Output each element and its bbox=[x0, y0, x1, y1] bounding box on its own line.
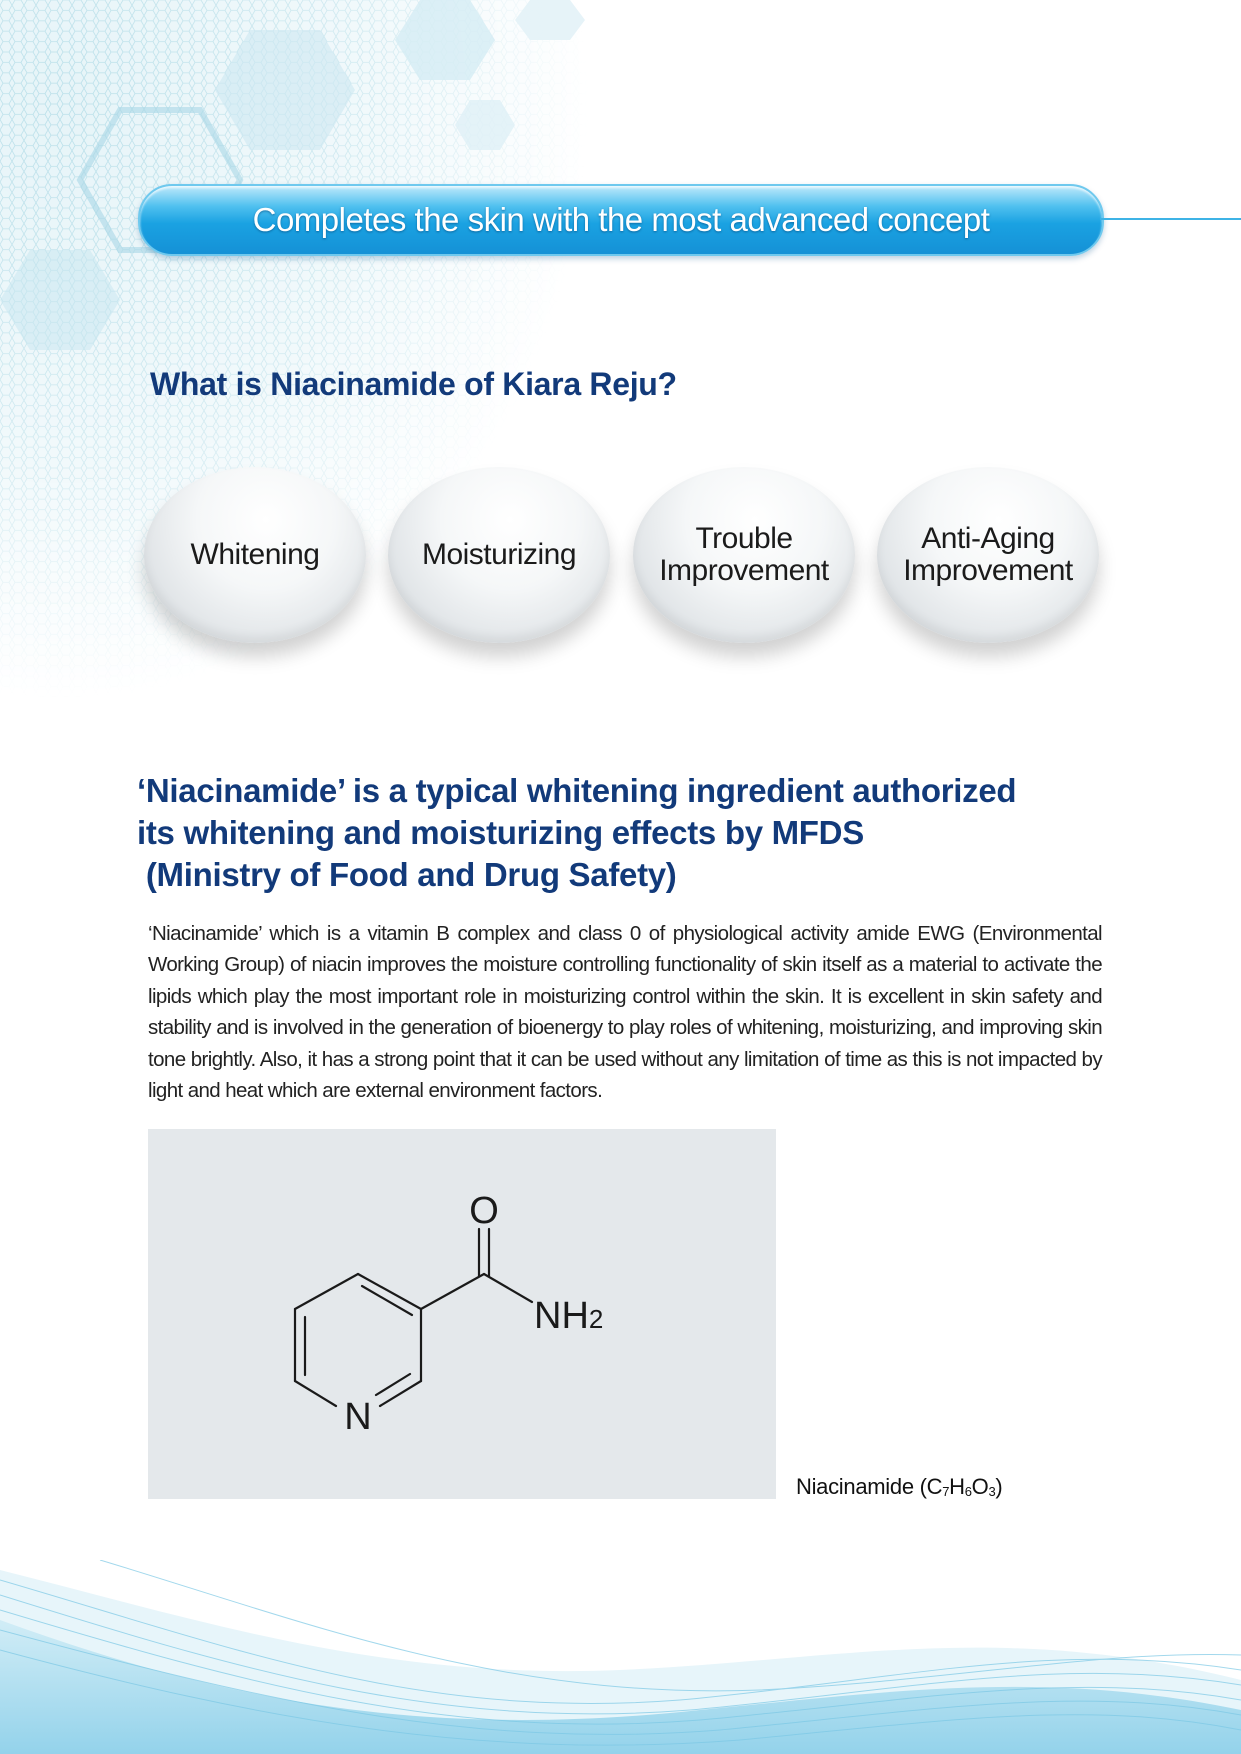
chemical-structure-panel bbox=[148, 1129, 776, 1499]
benefit-label-line2: Improvement bbox=[659, 554, 829, 587]
banner-text: Completes the skin with the most advanced concept bbox=[252, 201, 990, 238]
benefit-anti-aging-improvement bbox=[877, 467, 1099, 643]
benefit-moisturizing bbox=[388, 467, 610, 643]
headline bbox=[137, 770, 1117, 896]
caption-h: H bbox=[949, 1474, 965, 1499]
caption-h-subscript: 6 bbox=[964, 1484, 972, 1499]
caption-suffix: ) bbox=[995, 1474, 1003, 1499]
benefit-trouble-improvement bbox=[633, 467, 855, 643]
amine-subscript: 2 bbox=[588, 1304, 604, 1334]
nitrogen-atom-label: N bbox=[344, 1396, 372, 1438]
headline-line-2: its whitening and moisturizing effects by MFDS bbox=[137, 814, 864, 851]
headline-line-3: (Ministry of Food and Drug Safety) bbox=[137, 856, 677, 893]
amine-group-label bbox=[534, 1295, 603, 1337]
benefit-label-line2: Improvement bbox=[903, 554, 1073, 587]
benefit-label: Moisturizing bbox=[421, 538, 577, 571]
benefit-label: Whitening bbox=[190, 538, 320, 571]
amine-nh-text: NH bbox=[534, 1295, 589, 1337]
oxygen-atom-label: O bbox=[469, 1190, 499, 1232]
headline-line-1: ‘Niacinamide’ is a typical whitening ingredient authorized bbox=[137, 772, 1017, 809]
caption-o-subscript: 3 bbox=[988, 1484, 996, 1499]
structure-caption bbox=[796, 1474, 1002, 1500]
section-title: What is Niacinamide of Kiara Reju? bbox=[150, 366, 677, 402]
benefit-label-line1: Anti-Aging bbox=[921, 522, 1055, 555]
niacinamide-structure-diagram bbox=[148, 1129, 776, 1499]
banner-connector-line bbox=[1100, 218, 1241, 220]
benefit-label-line1: Trouble bbox=[695, 522, 793, 555]
benefit-whitening bbox=[144, 467, 366, 643]
wave-background-decoration bbox=[0, 1560, 1241, 1754]
body-paragraph: ‘Niacinamide’ which is a vitamin B complex and class 0 of physiological activity amide EWG (Environmental Working Group) of niacin improves the moisture controlling functionality of skin itself as a material to activate the lipids which play the most important role in moisturizing control within the skin. It is excellent in skin safety and stability and is involved in the generation of bioenergy to play roles of whitening, moisturizing, and improving skin tone brightly. Also, it has a strong point that it can be used without any limitation of time as this is not impacted by light and heat which are external environment factors. bbox=[148, 922, 1102, 1103]
title-banner bbox=[138, 184, 1104, 256]
caption-prefix: Niacinamide (C bbox=[796, 1474, 943, 1499]
caption-o: O bbox=[971, 1474, 989, 1499]
caption-c-subscript: 7 bbox=[942, 1484, 950, 1499]
